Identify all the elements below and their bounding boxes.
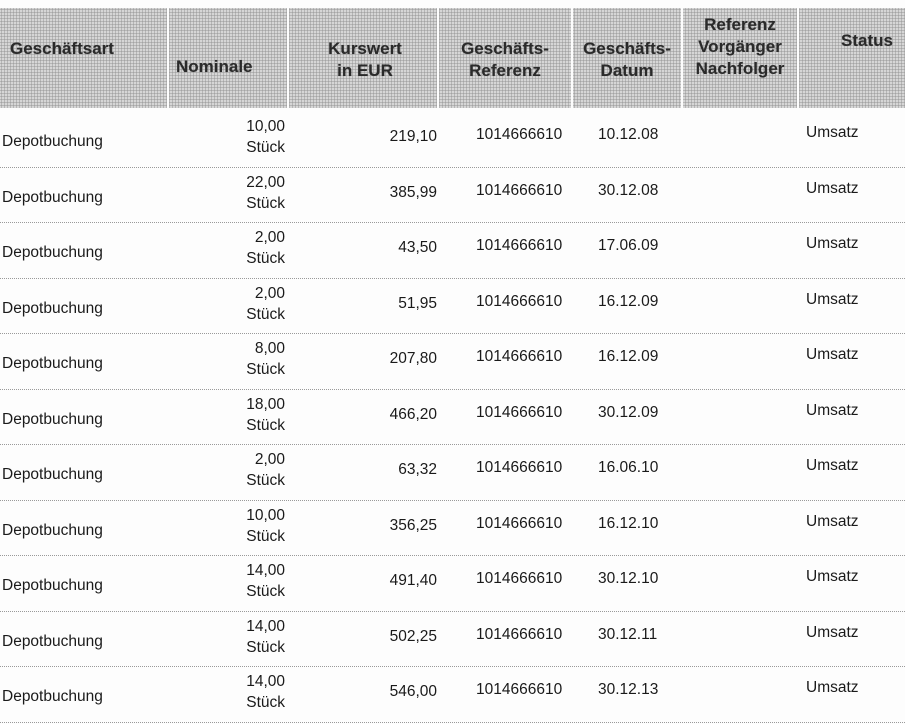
cell-status: Umsatz: [806, 568, 859, 585]
cell-geschaefts-referenz: 1014666610: [476, 403, 563, 421]
header-separator: [797, 8, 799, 108]
header-nominale: Nominale: [176, 57, 253, 76]
table-row: [0, 667, 905, 723]
cell-kurswert: 466,20: [389, 405, 437, 423]
table-row: [0, 612, 905, 668]
cell-nominale: [246, 616, 285, 658]
cell-geschaefts-datum: 17.06.09: [598, 237, 659, 254]
cell-geschaeftsart: Depotbuchung: [2, 244, 103, 261]
table-row: [0, 390, 905, 446]
cell-geschaeftsart: Depotbuchung: [2, 632, 103, 650]
cell-status: Umsatz: [806, 512, 859, 530]
nominale-value: 10,00: [246, 118, 285, 135]
cell-geschaefts-referenz: 1014666610: [476, 181, 563, 199]
cell-status: Umsatz: [806, 679, 859, 696]
table-row: [0, 279, 905, 335]
cell-geschaefts-referenz: 1014666610: [476, 237, 563, 254]
header-geschaefts-referenz: Geschäfts- Referenz: [461, 39, 549, 80]
cell-geschaefts-referenz: 1014666610: [476, 570, 563, 587]
cell-status: Umsatz: [806, 235, 859, 252]
cell-geschaefts-referenz: 1014666610: [476, 126, 563, 143]
cell-status: Umsatz: [806, 401, 859, 419]
cell-nominale: [246, 116, 285, 158]
cell-nominale: [246, 394, 285, 436]
cell-geschaefts-referenz: 1014666610: [476, 292, 563, 310]
cell-kurswert: 356,25: [389, 516, 437, 534]
cell-nominale: [246, 671, 285, 713]
table-body: [0, 112, 905, 723]
nominale-value: 2,00: [254, 284, 285, 302]
cell-status: Umsatz: [806, 623, 859, 641]
cell-nominale: [246, 449, 285, 491]
nominale-unit: Stück: [246, 361, 285, 378]
nominale-unit: Stück: [246, 527, 285, 545]
cell-geschaeftsart: Depotbuchung: [2, 133, 103, 150]
cell-geschaeftsart: Depotbuchung: [2, 577, 103, 594]
cell-geschaeftsart: Depotbuchung: [2, 299, 103, 317]
cell-geschaefts-datum: 10.12.08: [598, 126, 659, 143]
cell-nominale: [246, 338, 285, 380]
table-row: [0, 556, 905, 612]
cell-kurswert: 385,99: [389, 183, 437, 201]
cell-geschaefts-datum: 16.12.09: [598, 348, 659, 365]
cell-nominale: [246, 172, 285, 214]
cell-kurswert: 546,00: [389, 683, 437, 700]
cell-geschaefts-datum: 30.12.10: [598, 570, 659, 587]
cell-status: Umsatz: [806, 290, 859, 308]
cell-geschaefts-datum: 16.12.09: [598, 292, 659, 310]
table-row: [0, 223, 905, 279]
header-geschaeftsart: Geschäftsart: [10, 39, 114, 58]
nominale-unit: Stück: [246, 305, 285, 323]
table-row: [0, 445, 905, 501]
cell-geschaeftsart: Depotbuchung: [2, 188, 103, 206]
cell-geschaeftsart: Depotbuchung: [2, 466, 103, 483]
cell-nominale: [246, 560, 285, 602]
table-row: [0, 112, 905, 168]
nominale-value: 14,00: [246, 617, 285, 635]
cell-status: Umsatz: [806, 124, 859, 141]
header-separator: [167, 8, 169, 108]
nominale-value: 18,00: [246, 395, 285, 413]
nominale-unit: Stück: [246, 694, 285, 711]
nominale-value: 22,00: [246, 173, 285, 191]
header-kurswert: Kurswert in EUR: [328, 39, 402, 80]
nominale-unit: Stück: [246, 583, 285, 600]
cell-kurswert: 207,80: [389, 350, 437, 367]
cell-geschaeftsart: Depotbuchung: [2, 410, 103, 428]
table-row: [0, 501, 905, 557]
nominale-value: 8,00: [254, 340, 285, 357]
cell-kurswert: 63,32: [398, 461, 437, 478]
cell-geschaefts-datum: 16.12.10: [598, 514, 659, 532]
cell-status: Umsatz: [806, 346, 859, 363]
nominale-value: 10,00: [246, 506, 285, 524]
cell-kurswert: 502,25: [389, 627, 437, 645]
header-separator: [437, 8, 439, 108]
cell-geschaefts-referenz: 1014666610: [476, 681, 563, 698]
cell-geschaefts-datum: 30.12.13: [598, 681, 659, 698]
cell-geschaefts-datum: 30.12.11: [598, 625, 658, 643]
nominale-unit: Stück: [246, 472, 285, 489]
nominale-unit: Stück: [246, 139, 285, 156]
cell-kurswert: 491,40: [389, 572, 437, 589]
nominale-unit: Stück: [246, 416, 285, 434]
cell-geschaefts-datum: 16.06.10: [598, 459, 659, 476]
nominale-unit: Stück: [246, 194, 285, 212]
cell-status: Umsatz: [806, 179, 859, 197]
cell-kurswert: 43,50: [398, 239, 437, 256]
header-geschaefts-datum: Geschäfts- Datum: [583, 39, 671, 80]
cell-geschaefts-referenz: 1014666610: [476, 514, 563, 532]
nominale-value: 14,00: [246, 673, 285, 690]
header-referenz-vorgaenger-nachfolger: Referenz Vorgänger Nachfolger: [695, 15, 785, 78]
header-separator: [287, 8, 289, 108]
cell-nominale: [246, 283, 285, 325]
cell-geschaeftsart: Depotbuchung: [2, 688, 103, 705]
table-row: [0, 168, 905, 224]
header-status: Status: [841, 31, 893, 50]
cell-geschaefts-referenz: 1014666610: [476, 348, 563, 365]
cell-geschaefts-referenz: 1014666610: [476, 625, 563, 643]
nominale-value: 2,00: [254, 229, 285, 246]
nominale-value: 14,00: [246, 562, 285, 579]
cell-kurswert: 51,95: [398, 294, 437, 312]
nominale-unit: Stück: [246, 638, 285, 656]
cell-nominale: [246, 505, 285, 547]
cell-geschaefts-datum: 30.12.09: [598, 403, 659, 421]
cell-geschaeftsart: Depotbuchung: [2, 521, 103, 539]
cell-geschaefts-referenz: 1014666610: [476, 459, 563, 476]
nominale-value: 2,00: [254, 451, 285, 468]
cell-status: Umsatz: [806, 457, 859, 474]
nominale-unit: Stück: [246, 250, 285, 267]
table-row: [0, 334, 905, 390]
cell-nominale: [246, 227, 285, 269]
cell-geschaefts-datum: 30.12.08: [598, 181, 659, 199]
cell-kurswert: 219,10: [389, 128, 437, 145]
cell-geschaeftsart: Depotbuchung: [2, 355, 103, 372]
